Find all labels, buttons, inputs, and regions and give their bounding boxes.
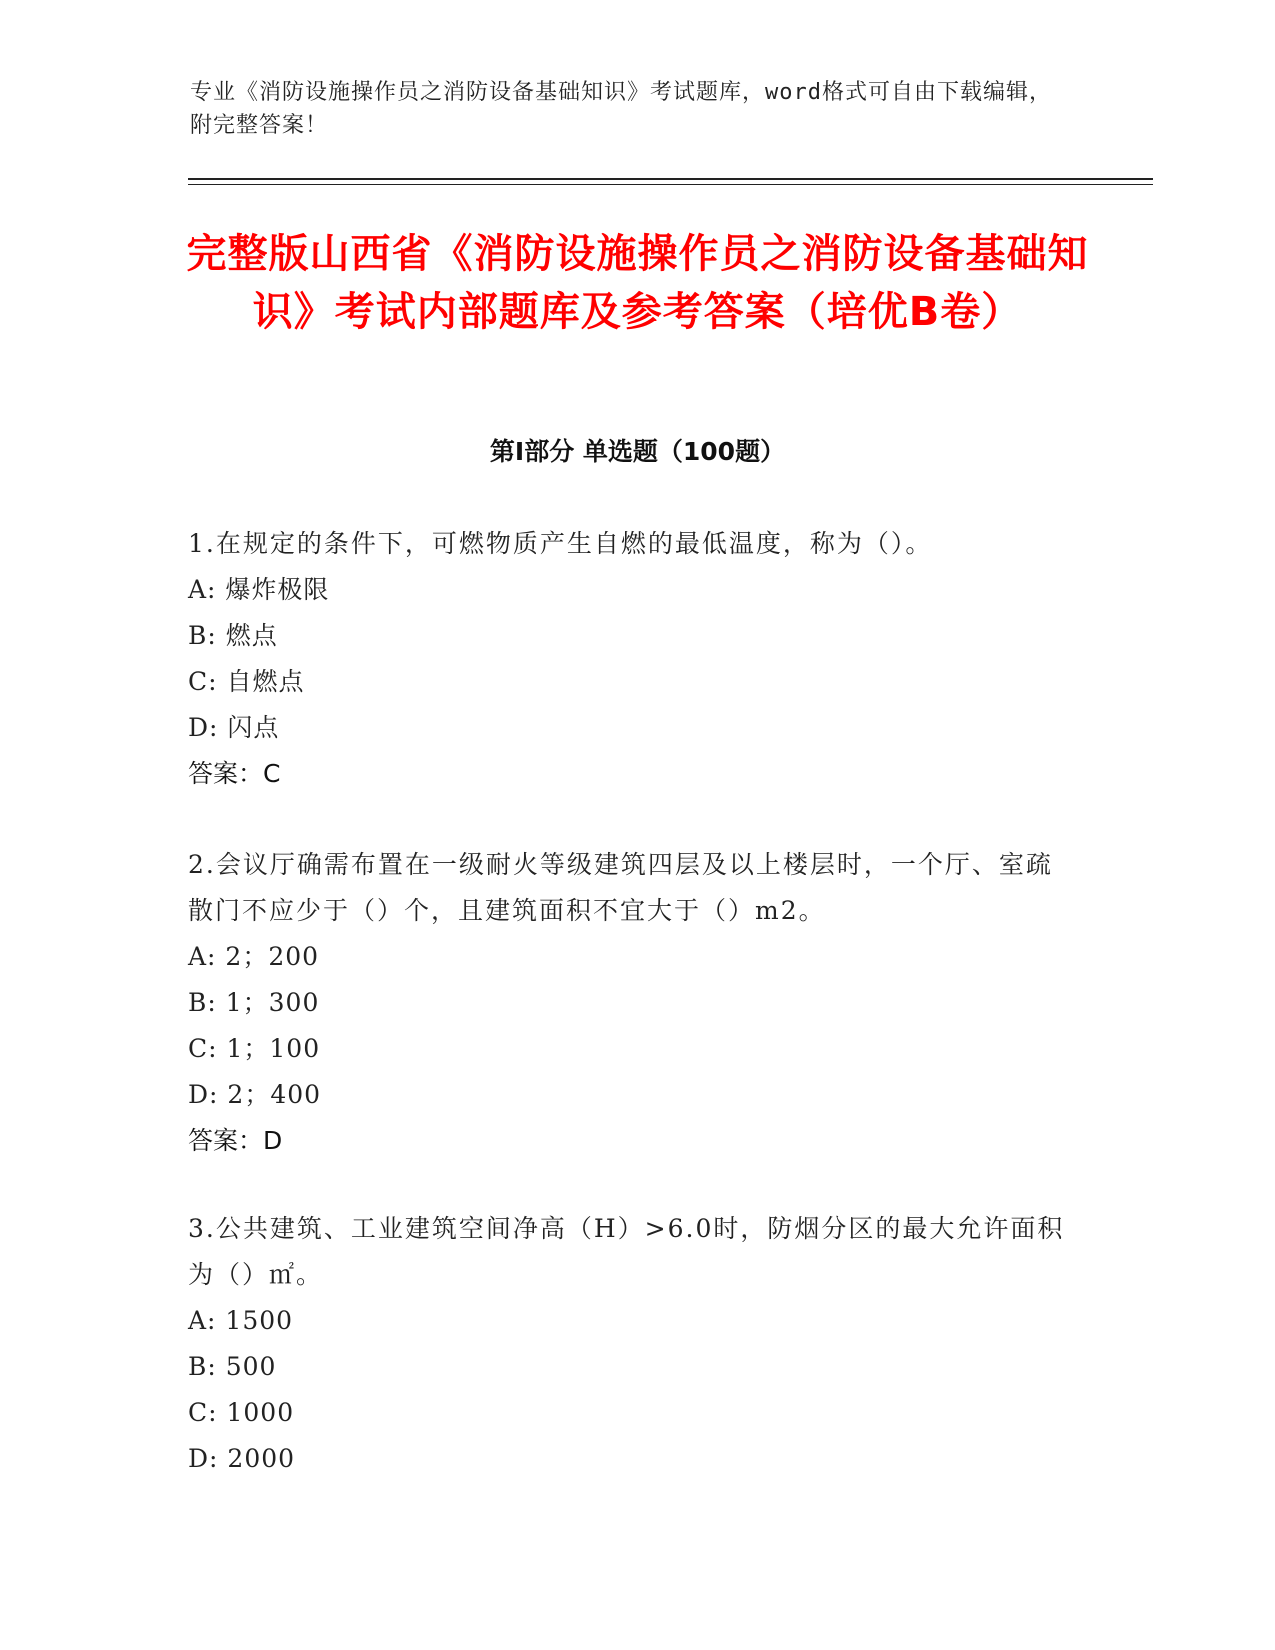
document-title: 完整版山西省《消防设施操作员之消防设备基础知识》考试内部题库及参考答案（培优B卷） bbox=[186, 231, 1089, 335]
option-c: C: 1；100 bbox=[188, 1034, 321, 1063]
option-b: B: 500 bbox=[188, 1352, 277, 1381]
option-c: C: 自燃点 bbox=[188, 667, 305, 696]
question-block bbox=[188, 1206, 1068, 1482]
section-heading: 第I部分 单选题（100题） bbox=[489, 437, 786, 466]
option-d: D: 2000 bbox=[188, 1444, 296, 1473]
option-b: B: 燃点 bbox=[188, 621, 278, 650]
question-stem: 3.公共建筑、工业建筑空间净高（H）>6.0时，防烟分区的最大允许面积为（）㎡。 bbox=[188, 1214, 1065, 1289]
header-rule-thin bbox=[188, 184, 1153, 185]
option-a: A: 2；200 bbox=[188, 942, 320, 971]
question-block bbox=[188, 521, 1068, 797]
option-c: C: 1000 bbox=[188, 1398, 295, 1427]
option-d: D: 闪点 bbox=[188, 713, 280, 742]
option-a: A: 爆炸极限 bbox=[188, 575, 330, 604]
question-block bbox=[188, 842, 1068, 1164]
answer-line: 答案：C bbox=[188, 759, 281, 788]
option-d: D: 2；400 bbox=[188, 1080, 322, 1109]
question-stem: 1.在规定的条件下，可燃物质产生自燃的最低温度，称为（）。 bbox=[188, 529, 933, 558]
question-stem: 2.会议厅确需布置在一级耐火等级建筑四层及以上楼层时，一个厅、室疏散门不应少于（）个，且建筑面积不宜大于（）m2。 bbox=[188, 850, 1053, 925]
header-rule-thick bbox=[188, 178, 1153, 180]
answer-line: 答案：D bbox=[188, 1126, 283, 1155]
header-note: 专业《消防设施操作员之消防设备基础知识》考试题库，word格式可自由下载编辑，附完整答案！ bbox=[190, 80, 1052, 138]
option-b: B: 1；300 bbox=[188, 988, 320, 1017]
option-a: A: 1500 bbox=[188, 1306, 294, 1335]
